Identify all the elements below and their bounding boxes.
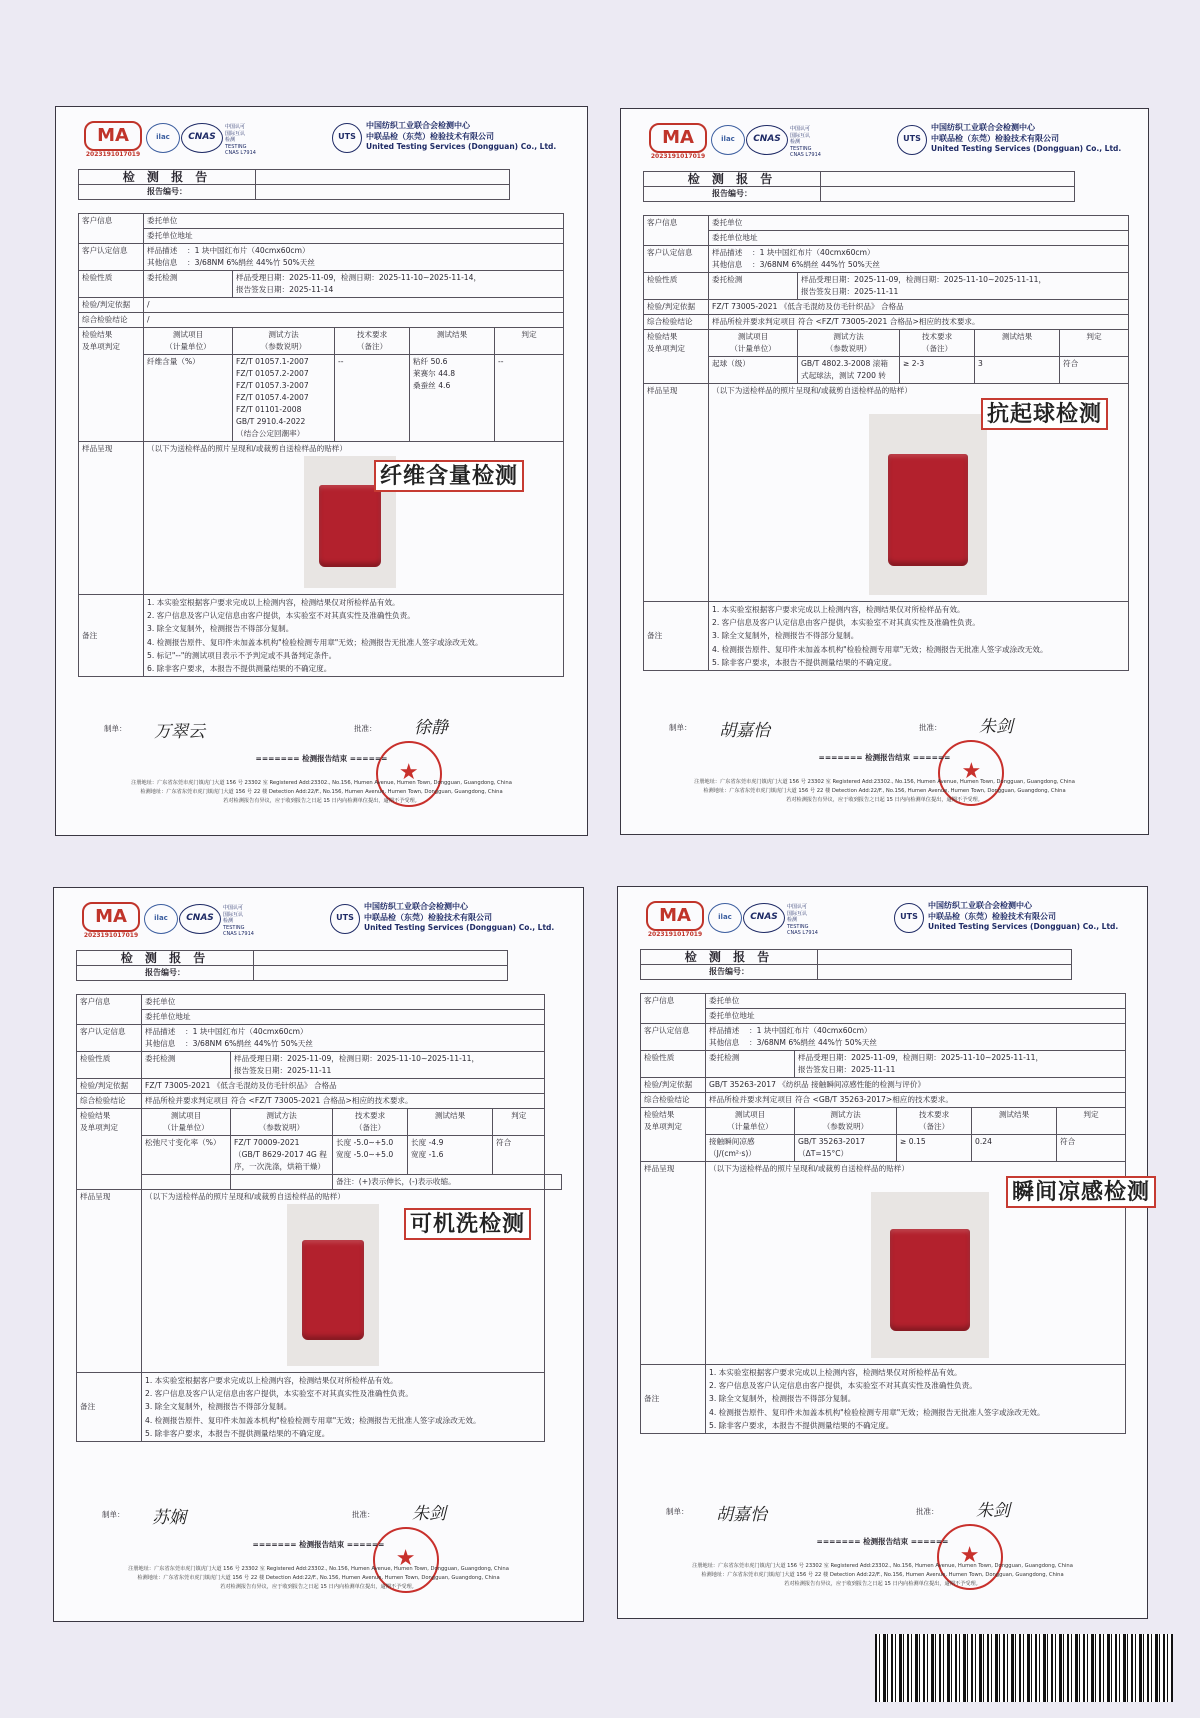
text-field: 测试结果	[408, 1109, 493, 1136]
remarks-list	[706, 1365, 1126, 1434]
uts-logo: UTS	[332, 123, 362, 153]
report-main-table: 客户信息 委托单位 委托单位地址 客户认定信息 样品描述 ：1 块中国红布片（40cmx60cm） 其他信息 ：3/68NM 6%绢丝 44%竹 50%天丝 检验性质 委托检测 样品受理日期：2025-11-09，检测日期：2025-11-10~2025-11-11， 报告签发日期：2025-11-11 检验/判定依据 GB/T 35263-2017 《纺织品 接触瞬间凉感性能的检测与评价》 综合检验结论 样品所检并要求判定项目 符合 <GB/T 35263-2017>相应的技术要求。 检验结果 及单项判定 测试项目 （计量单位） 测试方法 （参数说明） 技术要求 （备注） 测试结果 判定 接触瞬间凉感 （J/(cm²·s)） GB/T 35263-2017 （ΔT=15°C） ≥ 0.15 0.24 符合 样品呈现 （以下为送检样品的照片呈现和/或裁剪自送检样品的贴样） 瞬间凉感检测 备注 1. 本实验室根据客户要求完成以上检测内容，检测结果仅对所检样品有效。 2. 客户信息及客户认定信息由客户提供，本实验室不对其真实性及准确性负责。 3. 除全文复制外，检测报告不得部分复制。 4. 检测报告原件、复印件未加盖本机构"检验检测专用章"无效；检测报告无批准人签字或涂改无效。 5. 除非客户要求，本报告不提供测量结果的不确定度。	[640, 993, 1126, 1434]
cnas-caption	[225, 124, 265, 157]
sample-photo	[287, 1204, 379, 1366]
text-field: 注册地址：广东省东莞市虎门镇虎门大道 156 号 23302 室 Registered Add:23302., No.156, Humen Avenue, Humen Town, Dongguan, Guangdong, China	[694, 779, 1075, 785]
approver-signature: 朱剑	[976, 1501, 1010, 1521]
text-field: 检验性质	[641, 1051, 706, 1078]
barcode	[875, 1634, 1173, 1702]
text-field: 样品描述	[709, 1026, 740, 1035]
cma-logo: MA	[82, 902, 140, 932]
test-basis: /	[144, 298, 564, 313]
test-item: 纤维含量（%）	[144, 355, 233, 442]
other-info: ：3/68NM 6%绢丝 44%竹 50%天丝	[749, 1038, 877, 1047]
text-field: 样品呈现	[79, 442, 144, 595]
ilac-mra-logo: ilac	[708, 903, 742, 933]
cma-logo: MA	[646, 901, 704, 931]
text-field: 判定	[1057, 1108, 1126, 1135]
official-seal: ★	[376, 741, 442, 807]
report-end: ======= 检测报告结束 ======	[255, 754, 388, 763]
text-field: 1. 本实验室根据客户要求完成以上检测内容，检测结果仅对所检样品有效。	[147, 598, 400, 607]
received-dates: 样品受理日期：2025-11-09，检测日期：2025-11-10~2025-11-11，	[798, 1053, 1044, 1062]
text-field: 注册地址：广东省东莞市虎门镇虎门大道 156 号 23302 室 Registered Add:23302., No.156, Humen Avenue, Humen Town, Dongguan, Guangdong, China	[692, 1563, 1073, 1569]
signature-row	[82, 1504, 555, 1528]
text-field: 备注	[641, 1365, 706, 1434]
client-info-label: 客户信息	[77, 995, 142, 1025]
verdict: 符合	[493, 1136, 545, 1175]
text-field: 3. 除全文复制外，检测报告不得部分复制。	[147, 624, 294, 634]
address-footer	[82, 1565, 555, 1592]
overall-conclusion: /	[144, 313, 564, 328]
text-field: CNAS L7914	[225, 150, 256, 156]
text-field: CNAS L7914	[223, 931, 254, 937]
text-field: 3. 除全文复制外，检测报告不得部分复制。	[712, 631, 859, 641]
text-field: 6. 除非客户要求，本报告不提供测量结果的不确定度。	[147, 664, 332, 674]
text-field: 批准：	[354, 724, 377, 733]
text-field: 委托单位地址	[706, 1009, 1126, 1024]
text-field: 其他信息	[147, 258, 178, 267]
cma-code: 2023191017019	[647, 931, 703, 938]
text-field: 委托单位地址	[144, 229, 564, 244]
sample-description: ：1 块中国红布片（40cmx60cm）	[752, 248, 875, 257]
text-field: 检验性质	[77, 1052, 142, 1079]
test-method: GB/T 35263-2017 （ΔT=15°C）	[795, 1135, 897, 1162]
text-field: 若对检测报告有异议，应于收到报告之日起 15 日内向检测单位提出，逾期不予受理。	[784, 1581, 981, 1587]
cma-code: 2023191017019	[83, 932, 139, 939]
client-info-label: 客户信息	[641, 994, 706, 1024]
client-confirm-label: 客户认定信息	[644, 246, 709, 273]
text-field: 检测	[790, 139, 801, 145]
verdict: 符合	[1060, 357, 1129, 384]
text-field: CNAS L7914	[790, 152, 821, 158]
text-field: 中联品检（东莞）检验技术有限公司	[928, 911, 1056, 921]
text-field: 3. 除全文复制外，检测报告不得部分复制。	[145, 1402, 292, 1412]
approver-signature: 徐静	[414, 718, 448, 738]
report-title: 检 测 报 告	[644, 172, 821, 187]
cnas-logo: CNAS	[746, 125, 788, 155]
text-field: 若对检测报告有异议，应于收到报告之日起 15 日内向检测单位提出，逾期不予受理。	[223, 798, 420, 804]
text-field: 批准：	[916, 1507, 939, 1516]
text-field: 委托单位地址	[142, 1010, 545, 1025]
text-field: 检测	[223, 918, 234, 924]
approver-signature: 朱剑	[412, 1504, 446, 1524]
report-number-label: 报告编号：	[79, 185, 256, 200]
cma-logo: MA	[84, 121, 142, 151]
requirement: 长度 -5.0~+5.0 宽度 -5.0~+5.0	[333, 1136, 408, 1175]
test-method: FZ/T 70009-2021 （GB/T 8629-2017 4G 程 序，一次洗涤，烘箱干燥）	[231, 1136, 333, 1175]
text-field: 2. 客户信息及客户认定信息由客户提供，本实验室不对其真实性及准确性负责。	[709, 1381, 977, 1391]
text-field: 检测地址：广东省东莞市虎门镇虎门大道 156 号 22 楼 Detection Add:22/F., No.156, Humen Avenue, Humen Town, Dongguan, Guangdong, China	[140, 789, 503, 795]
report-title-table	[78, 169, 510, 200]
text-field: 其他信息	[712, 260, 743, 269]
report-main-table: 客户信息 委托单位 委托单位地址 客户认定信息 样品描述 ：1 块中国红布片（40cmx60cm） 其他信息 ：3/68NM 6%绢丝 44%竹 50%天丝 检验性质 委托检测 样品受理日期：2025-11-09，检测日期：2025-11-10~2025-11-11， 报告签发日期：2025-11-11 检验/判定依据 FZ/T 73005-2021 《低含毛混纺及仿毛针织品》 合格品 综合检验结论 样品所检并要求判定项目 符合 <FZ/T 73005-2021 合格品>相应的技术要求。 检验结果 及单项判定 测试项目 （计量单位） 测试方法 （参数说明） 技术要求 （备注） 测试结果 判定 起球（级） GB/T 4802.3-2008 滚箱 式起球法，测试 7200 转 ≥ 2-3 3 符合 样品呈现 （以下为送检样品的照片呈现和/或裁剪自送检样品的贴样） 抗起球检测 备注 1. 本实验室根据客户要求完成以上检测内容，检测结果仅对所检样品有效。 2. 客户信息及客户认定信息由客户提供，本实验室不对其真实性及准确性负责。 3. 除全文复制外，检测报告不得部分复制。 4. 检测报告原件、复印件未加盖本机构"检验检测专用章"无效；检测报告无批准人签字或涂改无效。 5. 除非客户要求，本报告不提供测量结果的不确定度。	[643, 215, 1129, 671]
official-seal: ★	[937, 1524, 1003, 1590]
text-field: 综合检验结论	[77, 1094, 142, 1109]
text-field: 综合检验结论	[79, 313, 144, 328]
test-basis: GB/T 35263-2017 《纺织品 接触瞬间凉感性能的检测与评价》	[706, 1078, 1126, 1093]
report-number-label: 报告编号：	[77, 966, 254, 981]
preparer-signature: 万翠云	[154, 722, 205, 742]
text-field: 检验/判定依据	[641, 1078, 706, 1093]
text-field: 委托单位	[709, 216, 1129, 231]
test-basis: FZ/T 73005-2021 《低含毛混纺及仿毛针织品》 合格品	[142, 1079, 545, 1094]
text-field: 检测地址：广东省东莞市虎门镇虎门大道 156 号 22 楼 Detection Add:22/F., No.156, Humen Avenue, Humen Town, Dongguan, Guangdong, China	[137, 1575, 500, 1581]
text-field: 备注	[77, 1373, 142, 1442]
text-field: 制单：	[669, 723, 692, 732]
sample-note: （以下为送检样品的照片呈现和/或裁剪自送检样品的贴样）	[147, 444, 347, 453]
report-title-table	[76, 950, 508, 981]
test-item: 起球（级）	[709, 357, 798, 384]
report-number-label: 报告编号：	[644, 187, 821, 202]
cnas-caption	[790, 126, 830, 159]
text-field: 检测	[225, 137, 236, 143]
text-field: 注册地址：广东省东莞市虎门镇虎门大道 156 号 23302 室 Registered Add:23302., No.156, Humen Avenue, Humen Town, Dongguan, Guangdong, China	[131, 780, 512, 786]
text-field: 1. 本实验室根据客户要求完成以上检测内容，检测结果仅对所检样品有效。	[709, 1368, 962, 1377]
report-number-label: 报告编号：	[641, 965, 818, 980]
text-field: 检测地址：广东省东莞市虎门镇虎门大道 156 号 22 楼 Detection Add:22/F., No.156, Humen Avenue, Humen Town, Dongguan, Guangdong, China	[701, 1572, 1064, 1578]
text-field: 国际互认	[790, 132, 811, 139]
report-title: 检 测 报 告	[79, 170, 256, 185]
text-field: TESTING	[790, 145, 812, 152]
text-field: 中国认可	[223, 905, 244, 911]
text-field: 样品描述	[147, 246, 178, 255]
official-seal: ★	[938, 740, 1004, 806]
overall-conclusion: 样品所检并要求判定项目 符合 <FZ/T 73005-2021 合格品>相应的技术要求。	[142, 1094, 545, 1109]
text-field: 1. 本实验室根据客户要求完成以上检测内容，检测结果仅对所检样品有效。	[145, 1376, 398, 1385]
text-field: 检验性质	[644, 273, 709, 300]
text-field: 中联品检（东莞）检验技术有限公司	[931, 133, 1059, 143]
text-field: 中国认可	[790, 126, 811, 132]
text-field: 国际互认	[225, 130, 246, 137]
verdict: --	[495, 355, 564, 442]
sample-note: （以下为送检样品的照片呈现和/或裁剪自送检样品的贴样）	[709, 1164, 909, 1173]
ilac-mra-logo: ilac	[146, 123, 180, 153]
org-name	[931, 123, 1121, 155]
text-field: 5. 标记"--"的测试项目表示不予判定或不具备判定条件。	[147, 650, 337, 660]
report-title: 检 测 报 告	[641, 950, 818, 965]
remarks-list	[709, 602, 1129, 671]
test-result: 3	[975, 357, 1060, 384]
test-method: GB/T 4802.3-2008 滚箱 式起球法，测试 7200 转	[798, 357, 900, 384]
sample-photo	[871, 1192, 989, 1358]
text-field: 国际互认	[223, 911, 244, 918]
text-field: 备注	[79, 595, 144, 677]
text-field: 检验/判定依据	[79, 298, 144, 313]
test-report-sheet	[620, 108, 1149, 835]
text-field: United Testing Services (Dongguan) Co., Ltd.	[931, 144, 1122, 153]
sample-photo	[869, 414, 987, 595]
received-dates: 样品受理日期：2025-11-09，检测日期：2025-11-10~2025-11-11，	[234, 1054, 480, 1063]
extra-note: 备注：(+)表示伸长，(-)表示收缩。	[333, 1175, 545, 1190]
text-field: 检验/判定依据	[644, 300, 709, 315]
uts-logo: UTS	[894, 903, 924, 933]
other-info: ：3/68NM 6%绢丝 44%竹 50%天丝	[752, 260, 880, 269]
received-dates: 样品受理日期：2025-11-09，检测日期：2025-11-10~2025-11-14，	[236, 273, 482, 282]
cnas-logo: CNAS	[181, 123, 223, 153]
text-field: 国际互认	[787, 910, 808, 917]
text-field: 综合检验结论	[644, 315, 709, 330]
text-field: TESTING	[787, 923, 809, 930]
text-field: 其他信息	[145, 1039, 176, 1048]
client-confirm-label: 客户认定信息	[79, 244, 144, 271]
report-main-table: 客户信息 委托单位 委托单位地址 客户认定信息 样品描述 ：1 块中国红布片（40cmx60cm） 其他信息 ：3/68NM 6%绢丝 44%竹 50%天丝 检验性质 委托检测 样品受理日期：2025-11-09，检测日期：2025-11-10~2025-11-11， 报告签发日期：2025-11-11 检验/判定依据 FZ/T 73005-2021 《低含毛混纺及仿毛针织品》 合格品 综合检验结论 样品所检并要求判定项目 符合 <FZ/T 73005-2021 合格品>相应的技术要求。 检验结果 及单项判定 测试项目 （计量单位） 测试方法 （参数说明） 技术要求 （备注） 测试结果 判定 松弛尺寸变化率（%） FZ/T 70009-2021 （GB/T 8629-2017 4G 程 序，一次洗涤，烘箱干燥） 长度 -5.0~+5.0 宽度 -5.0~+5.0 长度 -4.9 宽度 -1.6 符合 备注：(+)表示伸长，(-)表示收缩。 样品呈现 （以下为送检样品的照片呈现和/或裁剪自送检样品的贴样） 可机洗检测 备注 1. 本实验室根据客户要求完成以上检测内容，检测结果仅对所检样品有效。 2. 客户信息及客户认定信息由客户提供，本实验室不对其真实性及准确性负责。 3. 除全文复制外，检测报告不得部分复制。 4. 检测报告原件、复印件未加盖本机构"检验检测专用章"无效；检测报告无批准人签字或涂改无效。 5. 除非客户要求，本报告不提供测量结果的不确定度。	[76, 994, 562, 1442]
text-field: 其他信息	[709, 1038, 740, 1047]
other-info: ：3/68NM 6%绢丝 44%竹 50%天丝	[187, 258, 315, 267]
test-report-sheet	[55, 106, 588, 836]
text-field: 3. 除全文复制外，检测报告不得部分复制。	[709, 1394, 856, 1404]
test-report-sheet	[53, 887, 584, 1622]
text-field: 批准：	[919, 723, 942, 732]
text-field: 样品呈现	[641, 1162, 706, 1365]
text-field: 检测	[787, 917, 798, 923]
text-field: 样品呈现	[77, 1190, 142, 1373]
text-field: CNAS L7914	[787, 930, 818, 936]
text-field: 5. 除非客户要求，本报告不提供测量结果的不确定度。	[145, 1428, 330, 1438]
test-result: 0.24	[972, 1135, 1057, 1162]
text-field: 样品呈现	[644, 384, 709, 602]
text-field: 委托单位	[142, 995, 545, 1010]
text-field: 制单：	[666, 1507, 689, 1516]
client-info-label: 客户信息	[644, 216, 709, 246]
preparer-signature: 胡嘉怡	[719, 721, 770, 741]
preparer-signature: 苏娴	[152, 1508, 186, 1528]
overall-conclusion: 样品所检并要求判定项目 符合 <GB/T 35263-2017>相应的技术要求。	[706, 1093, 1126, 1108]
text-field: 制单：	[102, 1510, 125, 1519]
test-type-label: 纤维含量检测	[374, 460, 524, 492]
text-field: 2. 客户信息及客户认定信息由客户提供，本实验室不对其真实性及准确性负责。	[712, 618, 980, 628]
text-field: 委托单位	[706, 994, 1126, 1009]
address-footer	[84, 779, 559, 806]
test-result: 长度 -4.9 宽度 -1.6	[408, 1136, 493, 1175]
text-field: 1. 本实验室根据客户要求完成以上检测内容，检测结果仅对所检样品有效。	[712, 605, 965, 614]
uts-logo: UTS	[897, 125, 927, 155]
text-field: 4. 检测报告原件、复印件未加盖本机构"检验检测专用章"无效；检测报告无批准人签字或涂改无效。	[709, 1407, 1045, 1417]
uts-logo: UTS	[330, 904, 360, 934]
ilac-mra-logo: ilac	[711, 125, 745, 155]
text-field: 4. 检测报告原件、复印件未加盖本机构"检验检测专用章"无效；检测报告无批准人签字或涂改无效。	[147, 637, 483, 647]
signature-row	[84, 718, 559, 742]
signature-row	[649, 717, 1120, 741]
cnas-logo: CNAS	[743, 903, 785, 933]
text-field: 中国认可	[225, 124, 246, 130]
test-type-label: 抗起球检测	[981, 398, 1108, 430]
text-field: 委托检测	[706, 1051, 795, 1078]
text-field: 中国认可	[787, 904, 808, 910]
cma-logo: MA	[649, 123, 707, 153]
text-field: 判定	[493, 1109, 545, 1136]
report-title-table	[643, 171, 1075, 202]
remarks-list	[144, 595, 564, 677]
report-title: 检 测 报 告	[77, 951, 254, 966]
text-field: 测试结果	[972, 1108, 1057, 1135]
sample-note: （以下为送检样品的照片呈现和/或裁剪自送检样品的贴样）	[712, 386, 912, 395]
report-title-table	[640, 949, 1072, 980]
text-field: 测试结果	[975, 330, 1060, 357]
sample-description: ：1 块中国红布片（40cmx60cm）	[185, 1027, 308, 1036]
text-field: TESTING	[223, 924, 245, 931]
test-basis: FZ/T 73005-2021 《低含毛混纺及仿毛针织品》 合格品	[709, 300, 1129, 315]
sample-description: ：1 块中国红布片（40cmx60cm）	[187, 246, 310, 255]
text-field: 检测地址：广东省东莞市虎门镇虎门大道 156 号 22 楼 Detection Add:22/F., No.156, Humen Avenue, Humen Town, Dongguan, Guangdong, China	[703, 788, 1066, 794]
text-field: 中国纺织工业联合会检测中心	[364, 902, 468, 911]
text-field: 若对检测报告有异议，应于收到报告之日起 15 日内向检测单位提出，逾期不予受理。	[786, 797, 983, 803]
text-field: 5. 除非客户要求，本报告不提供测量结果的不确定度。	[709, 1420, 894, 1430]
text-field: 中国纺织工业联合会检测中心	[366, 121, 470, 130]
text-field: 制单：	[104, 724, 127, 733]
text-field: United Testing Services (Dongguan) Co., Ltd.	[928, 922, 1119, 931]
org-name	[364, 902, 554, 934]
text-field: 若对检测报告有异议，应于收到报告之日起 15 日内向检测单位提出，逾期不予受理。	[220, 1584, 417, 1590]
cnas-logo: CNAS	[179, 904, 221, 934]
received-dates: 样品受理日期：2025-11-09，检测日期：2025-11-10~2025-11-11，	[801, 275, 1047, 284]
text-field: 检验/判定依据	[77, 1079, 142, 1094]
text-field: 委托检测	[144, 271, 233, 298]
text-field: 4. 检测报告原件、复印件未加盖本机构"检验检测专用章"无效；检测报告无批准人签字或涂改无效。	[145, 1415, 481, 1425]
text-field: 4. 检测报告原件、复印件未加盖本机构"检验检测专用章"无效；检测报告无批准人签字或涂改无效。	[712, 644, 1048, 654]
text-field: 中国纺织工业联合会检测中心	[928, 901, 1032, 910]
text-field: 判定	[495, 328, 564, 355]
cnas-caption	[787, 904, 827, 937]
issue-date: 报告签发日期：2025-11-14	[236, 285, 334, 294]
preparer-signature: 胡嘉怡	[716, 1505, 767, 1525]
report-end: ======= 检测报告结束 ======	[816, 1537, 949, 1546]
test-result: 粘纤 50.6 莱赛尔 44.8 桑蚕丝 4.6	[410, 355, 495, 442]
ilac-mra-logo: ilac	[144, 904, 178, 934]
text-field: 检验性质	[79, 271, 144, 298]
text-field: 样品描述	[712, 248, 743, 257]
approver-signature: 朱剑	[979, 717, 1013, 737]
official-seal: ★	[373, 1527, 439, 1593]
issue-date: 报告签发日期：2025-11-11	[234, 1066, 332, 1075]
cma-code: 2023191017019	[650, 153, 706, 160]
test-report-sheet	[617, 886, 1151, 1619]
text-field: 批准：	[352, 1510, 375, 1519]
report-end: ======= 检测报告结束 ======	[252, 1540, 385, 1549]
client-confirm-label: 客户认定信息	[77, 1025, 142, 1052]
requirement: ≥ 2-3	[900, 357, 975, 384]
test-type-label: 瞬间凉感检测	[1006, 1176, 1156, 1208]
text-field: 中联品检（东莞）检验技术有限公司	[364, 912, 492, 922]
test-type-label: 可机洗检测	[404, 1208, 531, 1240]
text-field: 中国纺织工业联合会检测中心	[931, 123, 1035, 132]
text-field: 综合检验结论	[641, 1093, 706, 1108]
text-field: 2. 客户信息及客户认定信息由客户提供，本实验室不对其真实性及准确性负责。	[147, 611, 415, 621]
text-field: TESTING	[225, 143, 247, 150]
report-main-table: 客户信息 委托单位 委托单位地址 客户认定信息 样品描述 ：1 块中国红布片（40cmx60cm） 其他信息 ：3/68NM 6%绢丝 44%竹 50%天丝 检验性质 委托检测 样品受理日期：2025-11-09，检测日期：2025-11-10~2025-11-14， 报告签发日期：2025-11-14 检验/判定依据 / 综合检验结论 / 检验结果 及单项判定 测试项目 （计量单位） 测试方法 （参数说明） 技术要求 （备注） 测试结果 判定 纤维含量（%） FZ/T 01057.1-2007 FZ/T 01057.2-2007 FZ/T 01057.3-2007 FZ/T 01057.4-2007 FZ/T 01101-2008 GB/T 2910.4-2022 （结合公定回潮率） -- 粘纤 50.6 莱赛尔 44.8 桑蚕丝 4.6 -- 样品呈现 （以下为送检样品的照片呈现和/或裁剪自送检样品的贴样） 纤维含量检测 备注 1. 本实验室根据客户要求完成以上检测内容，检测结果仅对所检样品有效。 2. 客户信息及客户认定信息由客户提供，本实验室不对其真实性及准确性负责。 3. 除全文复制外，检测报告不得部分复制。 4. 检测报告原件、复印件未加盖本机构"检验检测专用章"无效；检测报告无批准人签字或涂改无效。 5. 标记"--"的测试项目表示不予判定或不具备判定条件。 6. 除非客户要求，本报告不提供测量结果的不确定度。	[78, 213, 564, 677]
text-field: 中联品检（东莞）检验技术有限公司	[366, 131, 494, 141]
remarks-list	[142, 1373, 545, 1442]
requirement: ≥ 0.15	[897, 1135, 972, 1162]
report-end: ======= 检测报告结束 ======	[818, 753, 951, 762]
sample-description: ：1 块中国红布片（40cmx60cm）	[749, 1026, 872, 1035]
verdict: 符合	[1057, 1135, 1126, 1162]
text-field: 2. 客户信息及客户认定信息由客户提供，本实验室不对其真实性及准确性负责。	[145, 1389, 413, 1399]
issue-date: 报告签发日期：2025-11-11	[798, 1065, 896, 1074]
sample-note: （以下为送检样品的照片呈现和/或裁剪自送检样品的贴样）	[145, 1192, 345, 1201]
text-field: 备注	[644, 602, 709, 671]
cnas-caption	[223, 905, 263, 938]
text-field: 委托单位	[144, 214, 564, 229]
text-field: 注册地址：广东省东莞市虎门镇虎门大道 156 号 23302 室 Registered Add:23302., No.156, Humen Avenue, Humen Town, Dongguan, Guangdong, China	[128, 1566, 509, 1572]
test-item: 松弛尺寸变化率（%）	[142, 1136, 231, 1175]
text-field: 委托检测	[709, 273, 798, 300]
text-field: 测试结果	[410, 328, 495, 355]
issue-date: 报告签发日期：2025-11-11	[801, 287, 899, 296]
test-item: 接触瞬间凉感 （J/(cm²·s)）	[706, 1135, 795, 1162]
requirement: --	[335, 355, 410, 442]
text-field: United Testing Services (Dongguan) Co., Ltd.	[364, 923, 555, 932]
org-name	[366, 121, 556, 153]
text-field: 样品描述	[145, 1027, 176, 1036]
text-field: 委托检测	[142, 1052, 231, 1079]
client-info-label: 客户信息	[79, 214, 144, 244]
text-field: 判定	[1060, 330, 1129, 357]
org-name	[928, 901, 1118, 933]
text-field: 委托单位地址	[709, 231, 1129, 246]
test-method: FZ/T 01057.1-2007 FZ/T 01057.2-2007 FZ/T 01057.3-2007 FZ/T 01057.4-2007 FZ/T 01101-2008 GB/T 2910.4-2022 （结合公定回潮率）	[233, 355, 335, 442]
address-footer	[649, 778, 1120, 805]
overall-conclusion: 样品所检并要求判定项目 符合 <FZ/T 73005-2021 合格品>相应的技术要求。	[709, 315, 1129, 330]
text-field: 5. 除非客户要求，本报告不提供测量结果的不确定度。	[712, 657, 897, 667]
cma-code: 2023191017019	[85, 151, 141, 158]
address-footer	[646, 1562, 1119, 1589]
other-info: ：3/68NM 6%绢丝 44%竹 50%天丝	[185, 1039, 313, 1048]
text-field: United Testing Services (Dongguan) Co., Ltd.	[366, 142, 557, 151]
client-confirm-label: 客户认定信息	[641, 1024, 706, 1051]
signature-row	[646, 1501, 1119, 1525]
